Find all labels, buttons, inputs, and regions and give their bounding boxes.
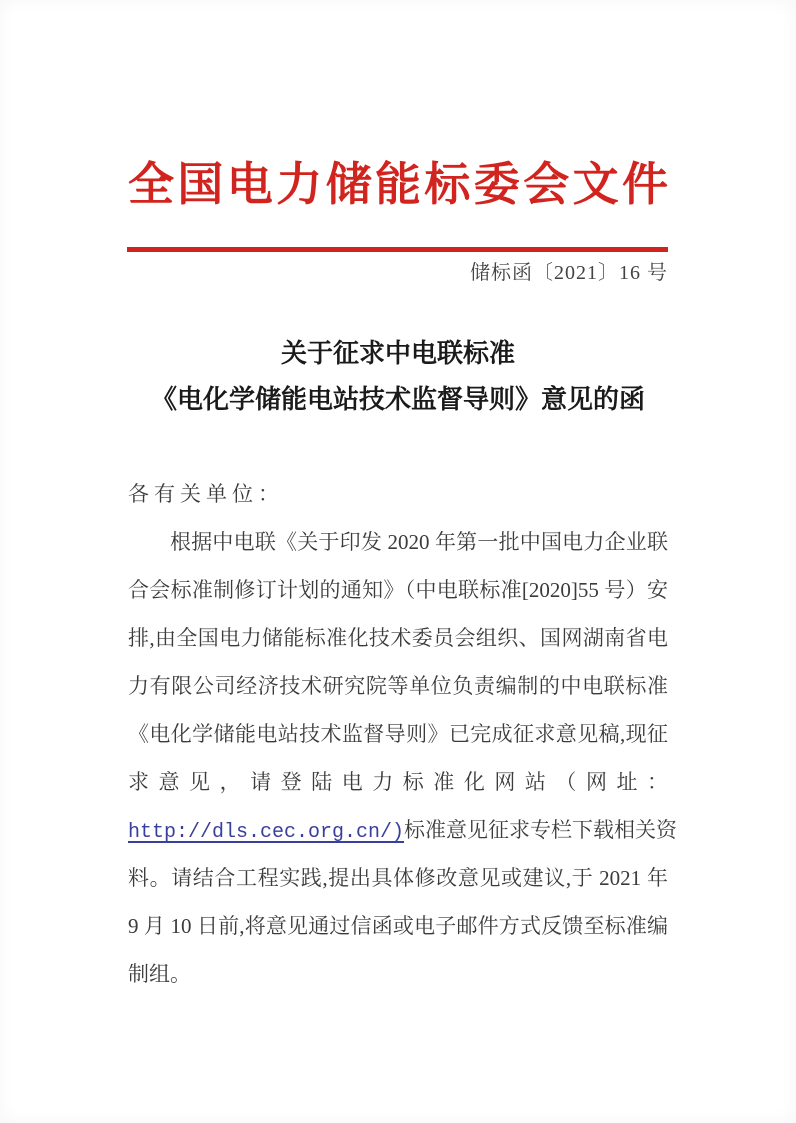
body-line: 9 月 10 日前,将意见通过信函或电子邮件方式反馈至标准编	[128, 914, 668, 938]
letter-body	[128, 470, 678, 998]
body-line: 合会标准制修订计划的通知》（中电联标准[2020]55 号）安	[128, 578, 668, 602]
body-line-with-link	[128, 806, 678, 854]
body-line: 料。请结合工程实践,提出具体修改意见或建议,于 2021 年	[128, 866, 668, 890]
document-title	[0, 334, 796, 426]
body-line: 力有限公司经济技术研究院等单位负责编制的中电联标准	[128, 674, 668, 698]
masthead-org-title: 全国电力储能标委会文件	[128, 159, 668, 210]
body-line: 根据中电联《关于印发 2020 年第一批中国电力企业联	[170, 530, 668, 554]
document-title-line2: 《电化学储能电站技术监督导则》意见的函	[150, 385, 645, 414]
document-title-line1: 关于征求中电联标准	[280, 339, 515, 368]
document-number: 储标函〔2021〕16 号	[470, 262, 668, 284]
body-line: 求意见，请登陆电力标准化网站（网址：	[128, 770, 668, 794]
body-line-text-after-link: 标准意见征求专栏下载相关资	[404, 818, 678, 842]
salutation: 各有关单位：	[128, 482, 284, 506]
red-divider-rule	[127, 247, 668, 252]
body-line: 排,由全国电力储能标准化技术委员会组织、国网湖南省电	[128, 626, 668, 650]
standards-website-link[interactable]: http://dls.cec.org.cn/)	[128, 821, 405, 844]
body-line: 制组。	[128, 962, 191, 986]
body-line: 《电化学储能电站技术监督导则》已完成征求意见稿,现征	[128, 722, 668, 746]
